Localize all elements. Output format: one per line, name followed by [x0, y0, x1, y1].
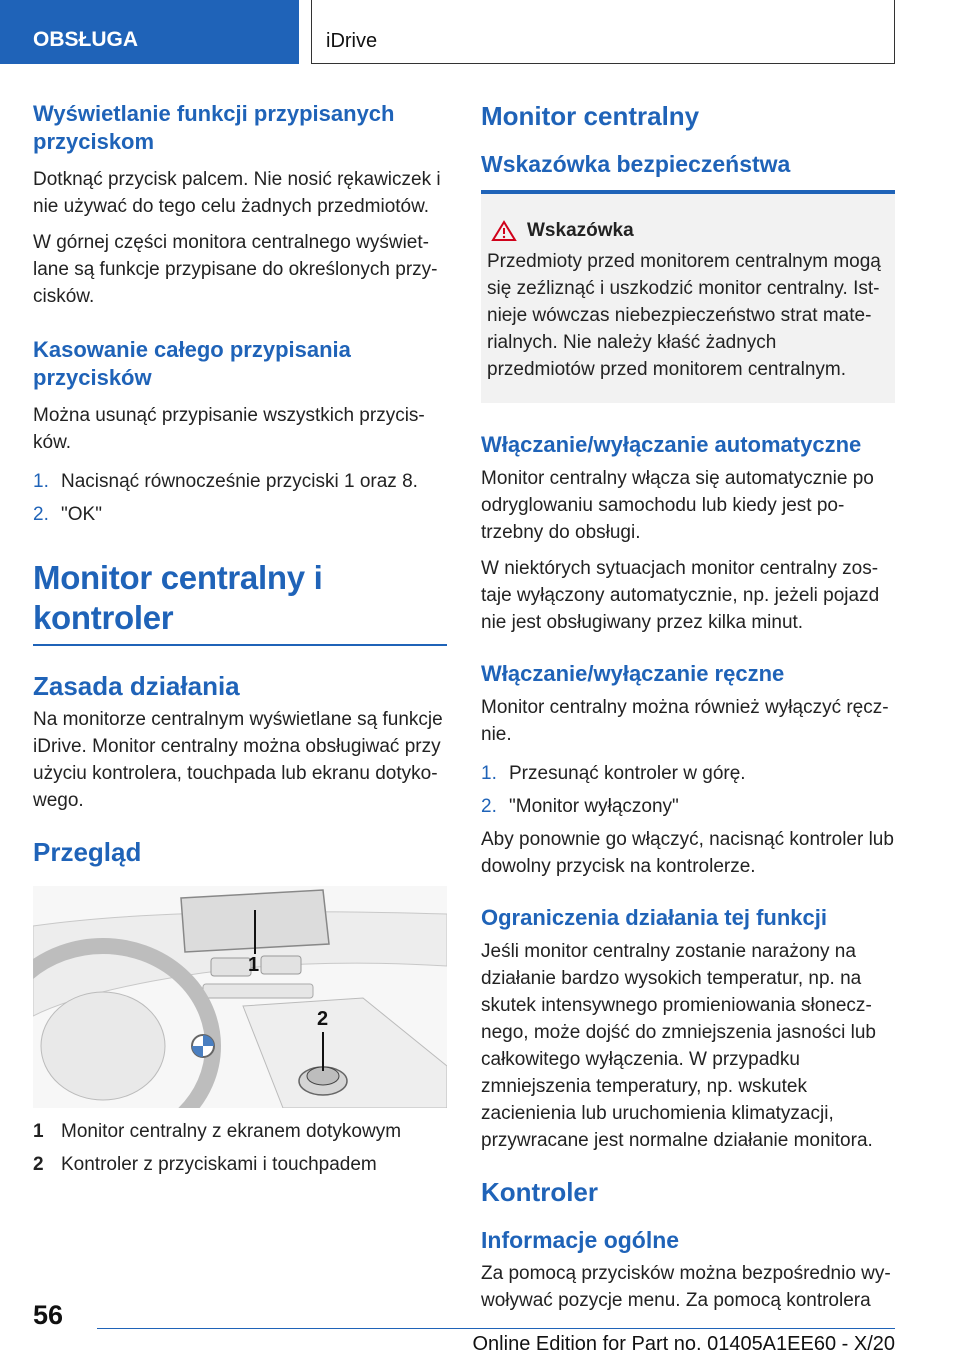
edition-note: Online Edition for Part no. 01405A1EE60 - X/20	[472, 1333, 895, 1355]
callout-1: 1	[248, 954, 260, 976]
heading-safety: Wskazówka bezpieczeństwa	[481, 151, 791, 177]
heading-overview: Przegląd	[33, 837, 142, 867]
list-item: 1. Nacisnąć równocześnie przyciski 1 oraz 8.	[33, 471, 418, 492]
warning-box	[481, 194, 895, 403]
interior-illustration	[33, 886, 447, 1108]
delete-steps	[33, 468, 447, 528]
paragraph-assign-2: W górnej części monitora centralnego wyświetlane są funkcje przypisane do określonych przycisków.	[33, 232, 438, 307]
heading-monitor-controller: Monitor centralny i kontroler	[33, 559, 323, 636]
paragraph-auto-1: Monitor centralny włącza się automatycznie po odryglowaniu samochodu lub kiedy jest potrzebny do obsługi.	[481, 468, 874, 543]
page-number: 56	[33, 1300, 64, 1330]
heading-controller: Kontroler	[481, 1177, 598, 1207]
paragraph-manual: Monitor centralny można również wyłączyć ręcznie.	[481, 697, 889, 745]
warning-text: Przedmioty przed monitorem centralnym mogą się zeźliznąć i uszkodzić monitor centralny. Istnieje wówczas niebezpieczeństwo strat materialnych. Nie należy kłaść żadnych przedmiotów przed monitorem centralnym.	[487, 251, 881, 380]
heading-rule	[33, 644, 447, 646]
heading-monitor: Monitor centralny	[481, 101, 700, 131]
cockpit-drawing	[33, 886, 447, 1108]
heading-limits: Ograniczenia działania tej funkcji	[481, 905, 827, 930]
paragraph-principle: Na monitorze centralnym wyświetlane są funkcje iDrive. Monitor centralny można obsługiwać przy użyciu kontrolera, touchpada lub ekranu dotykowego.	[33, 709, 443, 811]
manual-steps	[481, 760, 895, 820]
warning-header	[487, 220, 887, 242]
list-item: 2. "Monitor wyłączony"	[481, 796, 679, 817]
paragraph-general: Za pomocą przycisków można bezpośrednio wywoływać pozycje menu. Za pomocą kontrolera	[481, 1263, 891, 1311]
heading-assign-display: Wyświetlanie funkcji przypisanych przyciskom	[33, 101, 395, 154]
paragraph-limits: Jeśli monitor centralny zostanie narażony na działanie bardzo wysokich temperatur, np. na skutek intensywnego promieniowania słonecznego, może dojść do zmniejszenia jasności lub całkowitego wyłączenia. W przypadku zmniejszenia temperatury, np. wskutek zacienienia lub uruchomienia klimatyzacji, przywracane jest normalne działanie monitora.	[481, 941, 876, 1151]
paragraph-auto-2: W niektórych sytuacjach monitor centralny zostaje wyłączony automatycznie, np. jeżeli pojazd nie jest obsługiwany przez kilka minut.	[481, 558, 880, 633]
footer-rule	[97, 1328, 895, 1329]
list-item: 1. Przesunąć kontroler w górę.	[481, 763, 746, 784]
heading-auto: Włączanie/wyłączanie automatyczne	[481, 432, 862, 457]
left-column	[33, 100, 447, 1184]
list-item: 2. "OK"	[33, 504, 102, 525]
figure-legend	[33, 1118, 447, 1178]
paragraph-delete: Można usunąć przypisanie wszystkich przycisków.	[33, 405, 425, 453]
callout-2: 2	[317, 1008, 329, 1030]
paragraph-manual-2: Aby ponownie go włączyć, nacisnąć kontroler lub dowolny przycisk na kontrolerze.	[481, 829, 894, 877]
heading-principle: Zasada działania	[33, 671, 240, 701]
list-item: 2 Kontroler z przyciskami i touchpadem	[33, 1154, 377, 1175]
section-tab: OBSŁUGA	[0, 0, 299, 64]
paragraph-assign-1: Dotknąć przycisk palcem. Nie nosić rękawiczek i nie używać do tego celu żadnych przedmiotów.	[33, 169, 441, 217]
heading-delete: Kasowanie całego przypisania przycisków	[33, 337, 351, 390]
chapter-tab: iDrive	[311, 0, 895, 64]
right-column	[481, 100, 895, 1323]
heading-manual: Włączanie/wyłączanie ręczne	[481, 661, 785, 686]
warning-title: Wskazówka	[527, 220, 634, 241]
warning-triangle-icon	[491, 220, 517, 242]
list-item: 1 Monitor centralny z ekranem dotykowym	[33, 1121, 402, 1142]
heading-general: Informacje ogólne	[481, 1227, 680, 1253]
